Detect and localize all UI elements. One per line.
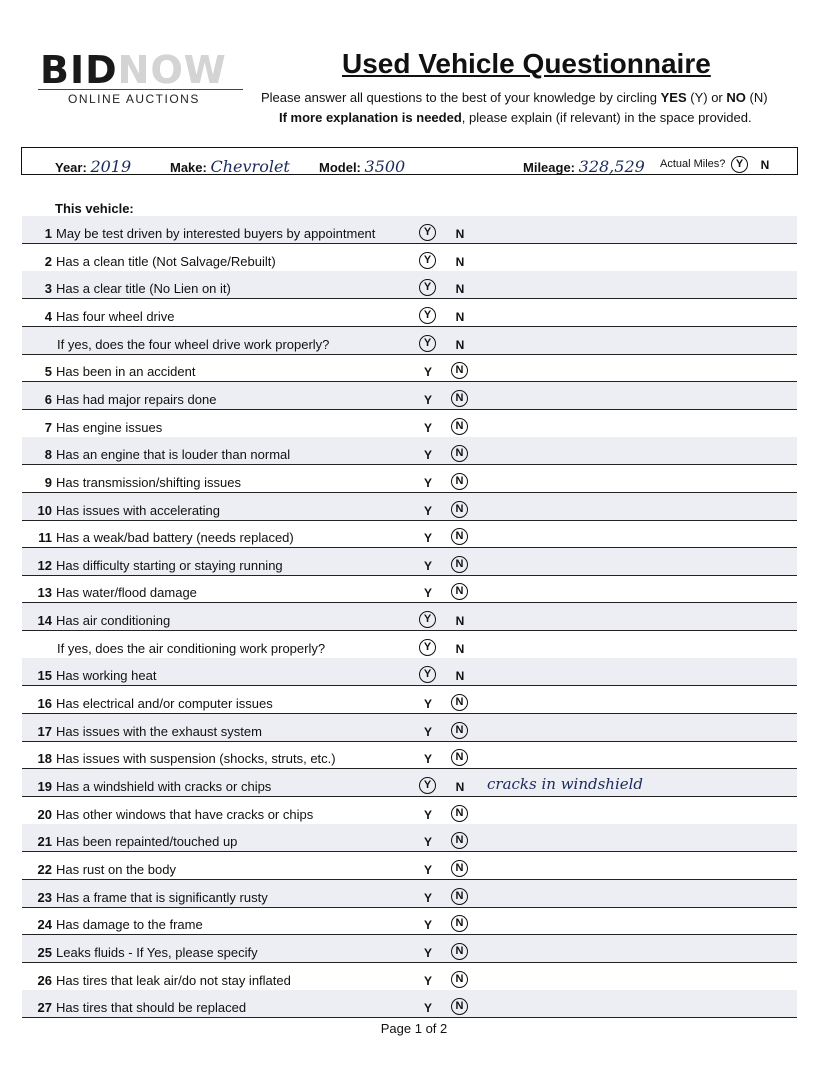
question-row	[22, 797, 797, 825]
bidnow-logo	[40, 50, 227, 90]
mileage-field[interactable]	[523, 157, 645, 176]
question-row	[22, 714, 797, 742]
answer-no[interactable]: N	[455, 780, 465, 794]
question-text: Has transmission/shifting issues	[56, 474, 241, 490]
question-number: 15	[37, 668, 52, 684]
answer-no[interactable]: N	[455, 227, 465, 241]
question-text: Has issues with the exhaust system	[56, 723, 262, 739]
answer-no[interactable]: N	[451, 915, 468, 932]
question-row	[22, 299, 797, 327]
question-row	[22, 631, 797, 659]
answer-no[interactable]: N	[451, 418, 468, 435]
answer-no[interactable]: N	[451, 943, 468, 960]
question-row	[22, 963, 797, 991]
question-number: 2	[44, 253, 52, 269]
question-number: 16	[37, 696, 52, 712]
answer-yes[interactable]: Y	[419, 639, 436, 656]
question-text: Has a windshield with cracks or chips	[56, 779, 272, 794]
question-row	[22, 880, 797, 908]
question-row	[22, 686, 797, 714]
answer-yes[interactable]: Y	[419, 666, 436, 683]
question-number: 13	[37, 585, 52, 601]
answer-yes[interactable]: Y	[423, 475, 432, 490]
answer-yes[interactable]: Y	[419, 611, 436, 628]
answer-yes[interactable]: Y	[423, 392, 432, 407]
answer-no[interactable]: N	[451, 390, 468, 407]
answer-no[interactable]: N	[451, 501, 468, 518]
logo-bid: BID	[40, 48, 118, 92]
question-row	[22, 935, 797, 963]
make-value: Chevrolet	[210, 157, 290, 176]
answer-yes[interactable]: Y	[423, 862, 432, 877]
question-number: 6	[44, 391, 52, 407]
instructions-line-1	[261, 90, 768, 105]
question-text: Has difficulty starting or staying running	[56, 557, 283, 573]
instr1-b: (Y) or	[686, 90, 727, 105]
question-number: 5	[44, 364, 52, 380]
answer-yes[interactable]: Y	[419, 335, 436, 352]
answer-no[interactable]: N	[455, 309, 465, 324]
question-text: Has a frame that is significantly rusty	[56, 889, 268, 905]
answer-no[interactable]: N	[455, 282, 465, 297]
question-text: Has damage to the frame	[56, 917, 203, 933]
answer-yes[interactable]: Y	[419, 224, 436, 241]
answer-no[interactable]: N	[451, 445, 468, 462]
answer-no[interactable]: N	[451, 832, 468, 849]
instr2-b: , please explain (if relevant) in the space provided.	[461, 110, 752, 125]
model-value: 3500	[364, 157, 406, 176]
question-text: Has engine issues	[56, 419, 163, 435]
question-text: Has air conditioning	[56, 613, 171, 629]
question-row	[22, 354, 797, 382]
answer-yes[interactable]: Y	[423, 752, 432, 767]
answer-yes[interactable]: Y	[423, 890, 432, 905]
answer-yes[interactable]: Y	[423, 503, 432, 518]
year-label: Year:	[55, 160, 87, 175]
answer-yes[interactable]: Y	[423, 420, 432, 435]
question-row	[22, 437, 797, 465]
question-text: Has issues with suspension (shocks, struts, etc.)	[56, 751, 336, 767]
answer-yes[interactable]: Y	[423, 448, 432, 463]
answer-yes[interactable]: Y	[423, 918, 432, 933]
actual-miles-no[interactable]: N	[760, 158, 770, 172]
question-text: Has a weak/bad battery (needs replaced)	[56, 530, 294, 546]
question-row	[22, 327, 797, 355]
question-number: 4	[44, 308, 52, 324]
answer-no[interactable]: N	[451, 722, 468, 739]
year-field[interactable]	[55, 157, 131, 176]
question-number: 24	[37, 917, 52, 933]
model-label: Model:	[319, 160, 361, 175]
question-number: 1	[44, 226, 52, 241]
answer-yes[interactable]: Y	[423, 558, 432, 573]
make-label: Make:	[170, 160, 207, 175]
question-row	[22, 852, 797, 880]
answer-yes[interactable]: Y	[419, 279, 436, 296]
question-number: 19	[37, 779, 52, 794]
answer-no[interactable]: N	[451, 528, 468, 545]
answer-no[interactable]: N	[451, 860, 468, 877]
question-text: If yes, does the air conditioning work properly?	[57, 640, 326, 656]
question-number: 18	[37, 751, 52, 767]
answer-yes[interactable]: Y	[423, 1001, 432, 1016]
question-row	[22, 216, 797, 244]
question-text: Has been in an accident	[56, 364, 196, 380]
question-row	[22, 990, 797, 1018]
question-number: 10	[37, 502, 52, 518]
question-number: 8	[44, 447, 52, 463]
question-text: Has tires that leak air/do not stay inflated	[56, 972, 291, 988]
question-row	[22, 741, 797, 769]
answer-no[interactable]: N	[451, 888, 468, 905]
answer-no[interactable]: N	[451, 556, 468, 573]
question-number: 23	[37, 889, 52, 905]
answer-yes[interactable]: Y	[423, 724, 432, 739]
answer-no[interactable]: N	[455, 337, 465, 352]
question-text: Has had major repairs done	[56, 391, 217, 407]
question-row	[22, 907, 797, 935]
instr1-no: NO	[726, 90, 746, 105]
answer-no[interactable]: N	[455, 614, 465, 629]
question-number: 20	[37, 806, 52, 822]
question-row	[22, 520, 797, 548]
question-number: 3	[44, 281, 52, 297]
explanation-note: cracks in windshield	[487, 775, 644, 793]
instr1-yes: YES	[660, 90, 687, 105]
question-row	[22, 410, 797, 438]
answer-no[interactable]: N	[455, 254, 465, 269]
instr1-c: (N)	[745, 90, 768, 105]
question-number: 27	[37, 1000, 52, 1016]
question-number: 11	[38, 530, 52, 546]
answer-yes[interactable]: Y	[423, 586, 432, 601]
answer-yes[interactable]: Y	[423, 973, 432, 988]
question-text: Has an engine that is louder than normal	[56, 447, 291, 463]
question-text: If yes, does the four wheel drive work properly?	[57, 336, 330, 352]
answer-yes[interactable]: Y	[423, 697, 432, 712]
question-text: Has a clear title (No Lien on it)	[56, 281, 231, 297]
question-text: Has a clean title (Not Salvage/Rebuilt)	[56, 253, 276, 269]
actual-miles-yes[interactable]: Y	[731, 156, 748, 173]
answer-no[interactable]: N	[451, 749, 468, 766]
question-row	[22, 271, 797, 299]
question-row	[22, 603, 797, 631]
answer-no[interactable]: N	[451, 998, 468, 1015]
answer-yes[interactable]: Y	[419, 252, 436, 269]
question-text: Has been repainted/touched up	[56, 834, 238, 850]
question-number: 7	[44, 419, 52, 435]
question-row	[22, 824, 797, 852]
answer-no[interactable]: N	[451, 473, 468, 490]
question-text: Has four wheel drive	[56, 308, 175, 324]
answer-no[interactable]: N	[451, 805, 468, 822]
question-text: Has water/flood damage	[56, 585, 197, 601]
answer-yes[interactable]: Y	[423, 807, 432, 822]
question-text: Has electrical and/or computer issues	[56, 696, 273, 712]
question-text: Has tires that should be replaced	[56, 1000, 247, 1016]
question-row	[22, 465, 797, 493]
question-text: Has issues with accelerating	[56, 502, 221, 518]
answer-no[interactable]: N	[451, 362, 468, 379]
question-text: Has other windows that have cracks or chips	[56, 806, 314, 822]
question-number: 21	[37, 834, 52, 850]
question-number: 22	[37, 861, 52, 877]
answer-no[interactable]: N	[455, 669, 465, 684]
mileage-label: Mileage:	[523, 160, 576, 175]
question-row	[22, 382, 797, 410]
answer-no[interactable]: N	[451, 971, 468, 988]
instructions-line-2	[279, 110, 752, 125]
question-row	[22, 769, 797, 797]
model-field[interactable]	[319, 157, 405, 176]
question-row	[22, 493, 797, 521]
logo-now: NOW	[117, 48, 227, 92]
question-number: 25	[37, 944, 52, 960]
make-field[interactable]	[170, 157, 290, 176]
question-text: Has rust on the body	[56, 861, 176, 877]
logo-divider	[38, 89, 243, 90]
section-title: This vehicle:	[55, 201, 134, 216]
question-row	[22, 658, 797, 686]
instr1-a: Please answer all questions to the best of your knowledge by circling	[261, 90, 661, 105]
question-number: 17	[37, 723, 52, 739]
question-text: Has working heat	[56, 668, 157, 684]
page-title: Used Vehicle Questionnaire	[342, 48, 711, 79]
answer-yes[interactable]: Y	[423, 365, 432, 380]
question-row	[22, 548, 797, 576]
answer-yes[interactable]: Y	[419, 307, 436, 324]
answer-yes[interactable]: Y	[423, 531, 432, 546]
answer-yes[interactable]: Y	[419, 777, 436, 794]
question-number: 12	[37, 557, 52, 573]
instr2-a: If more explanation is needed	[279, 110, 462, 125]
question-text: Leaks fluids - If Yes, please specify	[56, 944, 258, 960]
actual-miles-label: Actual Miles?	[660, 158, 726, 170]
question-number: 14	[37, 613, 52, 629]
page-number: Page 1 of 2	[380, 1021, 448, 1036]
answer-yes[interactable]: Y	[423, 945, 432, 960]
logo-subtitle: ONLINE AUCTIONS	[68, 92, 200, 106]
question-text: May be test driven by interested buyers by appointment	[56, 226, 376, 241]
question-row	[22, 575, 797, 603]
answer-no[interactable]: N	[455, 641, 465, 656]
mileage-value: 328,529	[578, 157, 645, 176]
answer-no[interactable]: N	[451, 583, 468, 600]
answer-yes[interactable]: Y	[423, 835, 432, 850]
question-number: 9	[44, 474, 52, 490]
year-value: 2019	[90, 157, 132, 176]
answer-no[interactable]: N	[451, 694, 468, 711]
question-number: 26	[37, 972, 52, 988]
question-row	[22, 244, 797, 272]
